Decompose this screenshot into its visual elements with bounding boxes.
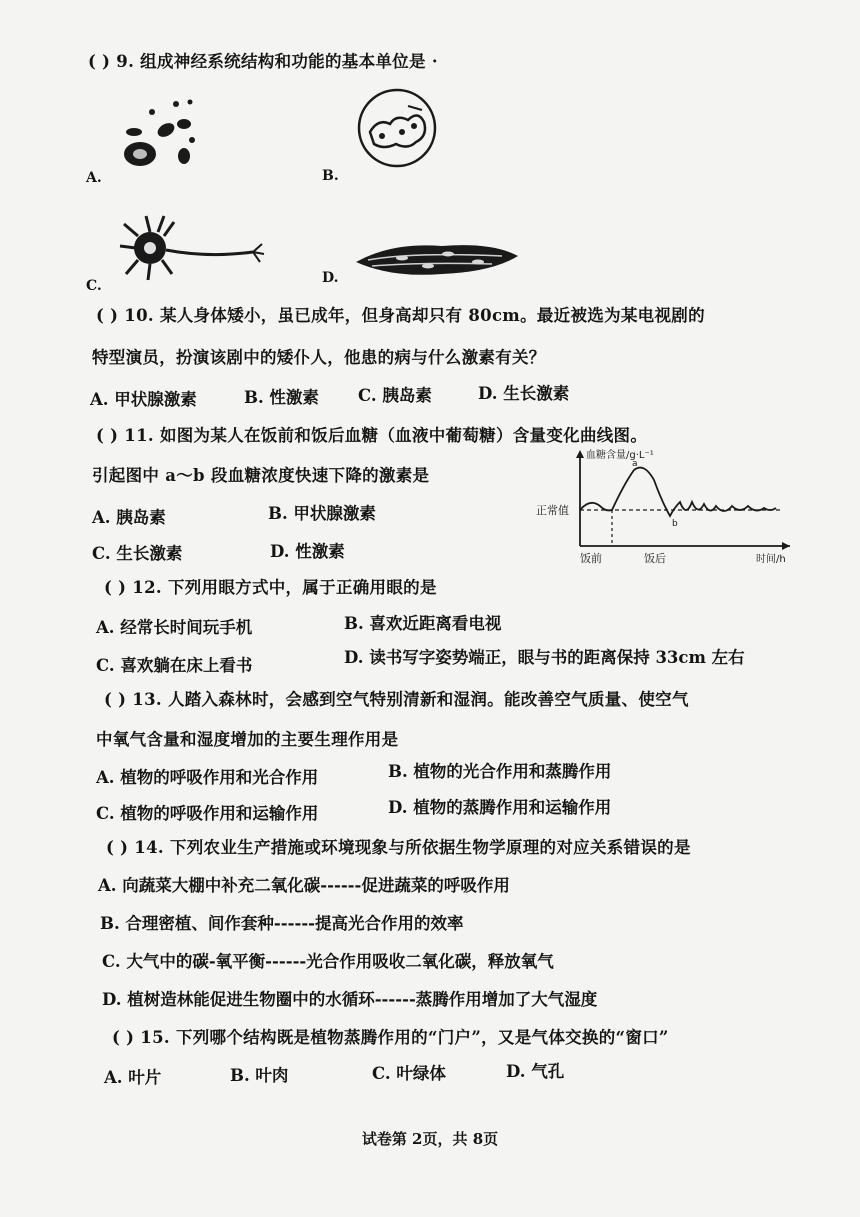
question-11-line2: 引起图中 a～b 段血糖浓度快速下降的激素是	[92, 466, 430, 485]
q10-option-a: A. 甲状腺激素	[90, 390, 197, 409]
q10-option-b: B. 性激素	[244, 388, 319, 407]
normal-value-label: 正常值	[536, 504, 569, 517]
q14-option-a: A. 向蔬菜大棚中补充二氧化碳------促进蔬菜的呼吸作用	[98, 876, 510, 895]
question-13-line2: 中氧气含量和湿度增加的主要生理作用是	[96, 730, 399, 749]
q13-option-d: D. 植物的蒸腾作用和运输作用	[388, 798, 612, 817]
blood-sugar-chart	[528, 446, 796, 570]
question-14-stem: ( ) 14. 下列农业生产措施或环境现象与所依据生物学原理的对应关系错误的是	[106, 838, 691, 857]
q12-option-b: B. 喜欢近距离看电视	[344, 614, 502, 633]
q11-option-b: B. 甲状腺激素	[268, 504, 376, 523]
q13-option-a: A. 植物的呼吸作用和光合作用	[96, 768, 319, 787]
question-10-line1: ( ) 10. 某人身体矮小，虽已成年，但身高却只有 80cm。最近被选为某电视剧的	[96, 306, 705, 325]
red-blood-cells-image	[118, 92, 208, 172]
question-11-line1: ( ) 11. 如图为某人在饭前和饭后血糖（血液中葡萄糖）含量变化曲线图。	[96, 426, 648, 445]
question-9-stem: ( ) 9. 组成神经系统结构和功能的基本单位是 ·	[88, 52, 438, 71]
y-axis-label: 血糖含量/g·L⁻¹	[586, 450, 654, 461]
q14-option-c: C. 大气中的碳-氧平衡------光合作用吸收二氧化碳，释放氧气	[102, 952, 554, 971]
question-13-line1: ( ) 13. 人踏入森林时，会感到空气特别清新和湿润。能改善空气质量、使空气	[104, 690, 689, 709]
q14-option-b: B. 合理密植、间作套种------提高光合作用的效率	[100, 914, 464, 933]
x-axis-arrow-icon	[782, 542, 790, 550]
point-b-label: b	[672, 519, 678, 529]
blood-sugar-curve	[580, 468, 776, 516]
q14-option-d: D. 植树造林能促进生物圈中的水循环------蒸腾作用增加了大气湿度	[102, 990, 598, 1009]
plant-cells-image	[352, 88, 442, 168]
q11-option-a: A. 胰岛素	[92, 508, 166, 527]
x-axis-label: 时间/h	[756, 554, 786, 565]
before-meal-label: 饭前	[580, 552, 602, 565]
q12-option-d: D. 读书写字姿势端正，眼与书的距离保持 33cm 左右	[344, 648, 745, 667]
q9-option-c: C.	[86, 278, 102, 294]
q13-option-c: C. 植物的呼吸作用和运输作用	[96, 804, 319, 823]
q10-option-c: C. 胰岛素	[358, 386, 432, 405]
q13-option-b: B. 植物的光合作用和蒸腾作用	[388, 762, 612, 781]
point-a-label: a	[632, 459, 638, 469]
q12-option-c: C. 喜欢躺在床上看书	[96, 656, 253, 675]
q15-option-a: A. 叶片	[104, 1068, 162, 1087]
y-axis-arrow-icon	[576, 450, 584, 458]
q15-option-b: B. 叶肉	[230, 1066, 289, 1085]
question-12-stem: ( ) 12. 下列用眼方式中，属于正确用眼的是	[104, 578, 437, 597]
q12-option-a: A. 经常长时间玩手机	[96, 618, 253, 637]
q10-option-d: D. 生长激素	[478, 384, 570, 403]
q15-option-c: C. 叶绿体	[372, 1064, 446, 1083]
muscle-tissue-image	[352, 232, 522, 280]
after-meal-label: 饭后	[644, 552, 666, 565]
q9-option-a: A.	[86, 170, 102, 186]
q9-option-b: B.	[322, 168, 339, 184]
q9-option-d: D.	[322, 270, 339, 286]
q11-option-d: D. 性激素	[270, 542, 345, 561]
neuron-image	[118, 212, 268, 282]
page-footer: 试卷第 2页，共 8页	[361, 1130, 499, 1148]
q15-option-d: D. 气孔	[506, 1062, 565, 1081]
question-15-stem: ( ) 15. 下列哪个结构既是植物蒸腾作用的“门户”，又是气体交换的“窗口”	[112, 1028, 669, 1047]
question-10-line2: 特型演员，扮演该剧中的矮仆人，他患的病与什么激素有关？	[92, 348, 546, 367]
q11-option-c: C. 生长激素	[92, 544, 183, 563]
